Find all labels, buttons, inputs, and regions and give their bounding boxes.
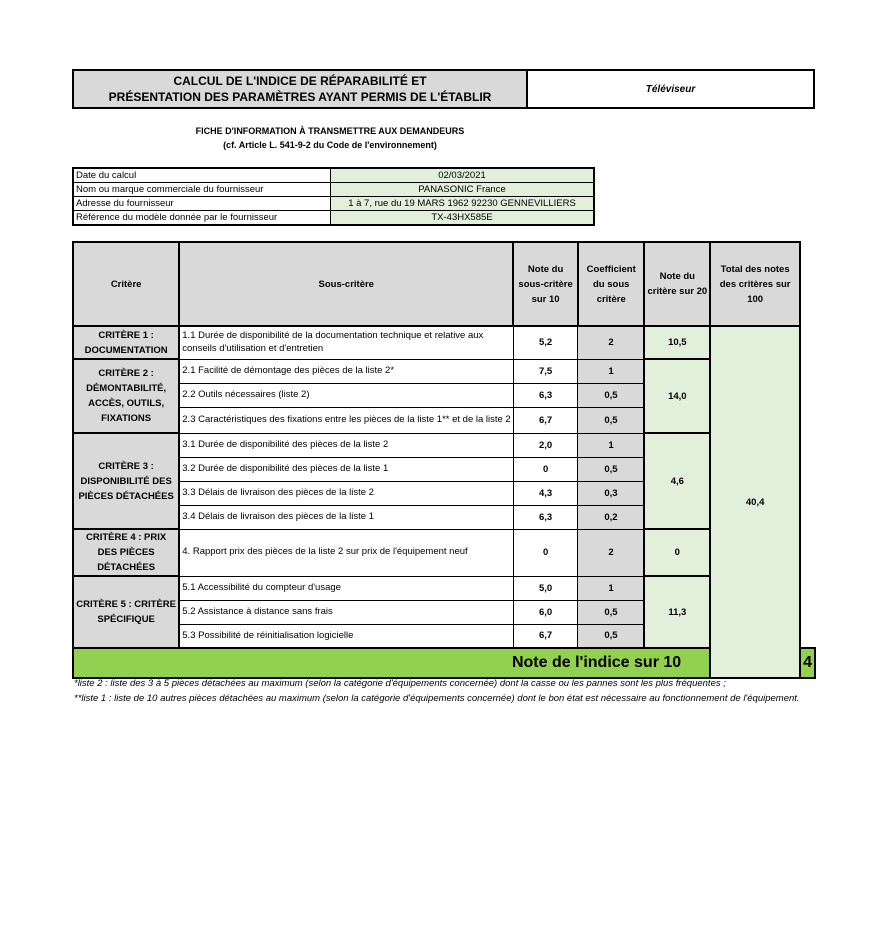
sub-criterion-coef: 0,3 [578, 481, 645, 505]
info-value: 1 à 7, rue du 19 MARS 1962 92230 GENNEVILLIERS [331, 197, 595, 211]
final-score-row [73, 648, 815, 678]
sub-criterion-note: 7,5 [513, 359, 578, 383]
sub-criterion-coef: 2 [578, 326, 645, 359]
repairability-score-table [72, 241, 816, 679]
sub-criterion-note: 0 [513, 457, 578, 481]
info-label: Date du calcul [73, 168, 331, 183]
header-coefficient: Coefficient du sous critère [578, 242, 645, 326]
document-title [74, 71, 528, 107]
table-header-row [73, 242, 815, 326]
sub-criterion-label: 3.4 Délais de livraison des pièces de la liste 1 [179, 505, 513, 529]
sub-criterion-label: 2.1 Facilité de démontage des pièces de la liste 2* [179, 359, 513, 383]
sub-criterion-note: 6,7 [513, 407, 578, 433]
sub-criterion-label: 4. Rapport prix des pièces de la liste 2 sur prix de l'équipement neuf [179, 529, 513, 576]
info-row [73, 183, 594, 197]
sub-criterion-coef: 0,5 [578, 624, 645, 648]
supplier-info-table [72, 167, 595, 226]
header-note-sous-critere: Note du sous-critère sur 10 [513, 242, 578, 326]
criterion-name: CRITÈRE 5 : CRITÈRE SPÉCIFIQUE [73, 576, 179, 648]
table-row [73, 433, 815, 457]
sub-criterion-label: 5.1 Accessibilité du compteur d'usage [179, 576, 513, 600]
criterion-note: 10,5 [644, 326, 710, 359]
info-value: TX-43HX585E [331, 211, 595, 226]
title-line-2: PRÉSENTATION DES PARAMÈTRES AYANT PERMIS DE L'ÉTABLIR [108, 90, 492, 104]
table-row [73, 529, 815, 576]
table-row [73, 326, 815, 359]
criterion-note: 11,3 [644, 576, 710, 648]
fiche-line-2: (cf. Article L. 541-9-2 du Code de l'environnement) [223, 140, 437, 150]
info-value: 02/03/2021 [331, 168, 595, 183]
sub-criterion-coef: 2 [578, 529, 645, 576]
sub-criterion-label: 2.3 Caractéristiques des fixations entre les pièces de la liste 1** et de la liste 2 [179, 407, 513, 433]
criterion-name: CRITÈRE 4 : PRIX DES PIÈCES DÉTACHÉES [73, 529, 179, 576]
table-row [73, 359, 815, 383]
info-value: PANASONIC France [331, 183, 595, 197]
product-type: Téléviseur [645, 83, 696, 95]
sub-criterion-note: 6,7 [513, 624, 578, 648]
footnote-liste-1: **liste 1 : liste de 10 autres pièces détachées au maximum (selon la catégorie d'équipements concernée) dont le bon état est nécessaire au fonctionnement de l'équipement. [74, 693, 800, 704]
criterion-note: 4,6 [644, 433, 710, 529]
sub-criterion-label: 3.3 Délais de livraison des pièces de la liste 2 [179, 481, 513, 505]
sub-criterion-coef: 0,2 [578, 505, 645, 529]
sub-criterion-label: 3.2 Durée de disponibilité des pièces de la liste 1 [179, 457, 513, 481]
fiche-line-1: FICHE D'INFORMATION À TRANSMETTRE AUX DEMANDEURS [195, 126, 465, 136]
sub-criterion-note: 4,3 [513, 481, 578, 505]
sub-criterion-coef: 1 [578, 576, 645, 600]
header-critere: Critère [73, 242, 179, 326]
table-row [73, 576, 815, 600]
total-score: 40,4 [710, 326, 800, 678]
sub-criterion-coef: 0,5 [578, 600, 645, 624]
sub-criterion-coef: 1 [578, 433, 645, 457]
footnote-liste-2: *liste 2 : liste des 3 à 5 pièces détachées au maximum (selon la catégorie d'équipements concernée) dont la casse ou les pannes sont les plus fréquentes ; [74, 678, 726, 689]
info-label: Référence du modèle donnée par le fournisseur [73, 211, 331, 226]
criterion-name: CRITÈRE 1 : DOCUMENTATION [73, 326, 179, 359]
info-row [73, 211, 594, 226]
sub-criterion-label: 5.2 Assistance à distance sans frais [179, 600, 513, 624]
info-row [73, 168, 594, 183]
criterion-name: CRITÈRE 3 : DISPONIBILITÉ DES PIÈCES DÉTACHÉES [73, 433, 179, 529]
sub-criterion-note: 6,3 [513, 383, 578, 407]
sub-criterion-note: 6,0 [513, 600, 578, 624]
header-total: Total des notes des critères sur 100 [710, 242, 800, 326]
sub-criterion-note: 2,0 [513, 433, 578, 457]
sub-criterion-note: 5,2 [513, 326, 578, 359]
sub-criterion-coef: 0,5 [578, 457, 645, 481]
info-label: Nom ou marque commerciale du fournisseur [73, 183, 331, 197]
header-note-critere: Note du critère sur 20 [644, 242, 710, 326]
sub-criterion-note: 0 [513, 529, 578, 576]
sub-criterion-label: 3.1 Durée de disponibilité des pièces de la liste 2 [179, 433, 513, 457]
sub-criterion-coef: 0,5 [578, 407, 645, 433]
header-sous-critere: Sous-critère [179, 242, 513, 326]
sub-criterion-note: 5,0 [513, 576, 578, 600]
footnotes [74, 676, 814, 706]
sub-criterion-label: 2.2 Outils nécessaires (liste 2) [179, 383, 513, 407]
sub-criterion-coef: 1 [578, 359, 645, 383]
criterion-name: CRITÈRE 2 : DÉMONTABILITÉ, ACCÈS, OUTILS, FIXATIONS [73, 359, 179, 433]
fiche-heading [130, 124, 530, 152]
final-score-value: 4 [800, 648, 815, 678]
info-label: Adresse du fournisseur [73, 197, 331, 211]
sub-criterion-coef: 0,5 [578, 383, 645, 407]
sub-criterion-label: 1.1 Durée de disponibilité de la documentation technique et relative aux conseils d'utilisation et d'entretien [179, 326, 513, 359]
criterion-note: 0 [644, 529, 710, 576]
info-row [73, 197, 594, 211]
criterion-note: 14,0 [644, 359, 710, 433]
final-score-label: Note de l'indice sur 10 [73, 648, 710, 678]
document-header [72, 69, 815, 109]
sub-criterion-label: 5.3 Possibilité de réinitialisation logicielle [179, 624, 513, 648]
sub-criterion-note: 6,3 [513, 505, 578, 529]
title-line-1: CALCUL DE L'INDICE DE RÉPARABILITÉ ET [173, 74, 427, 88]
